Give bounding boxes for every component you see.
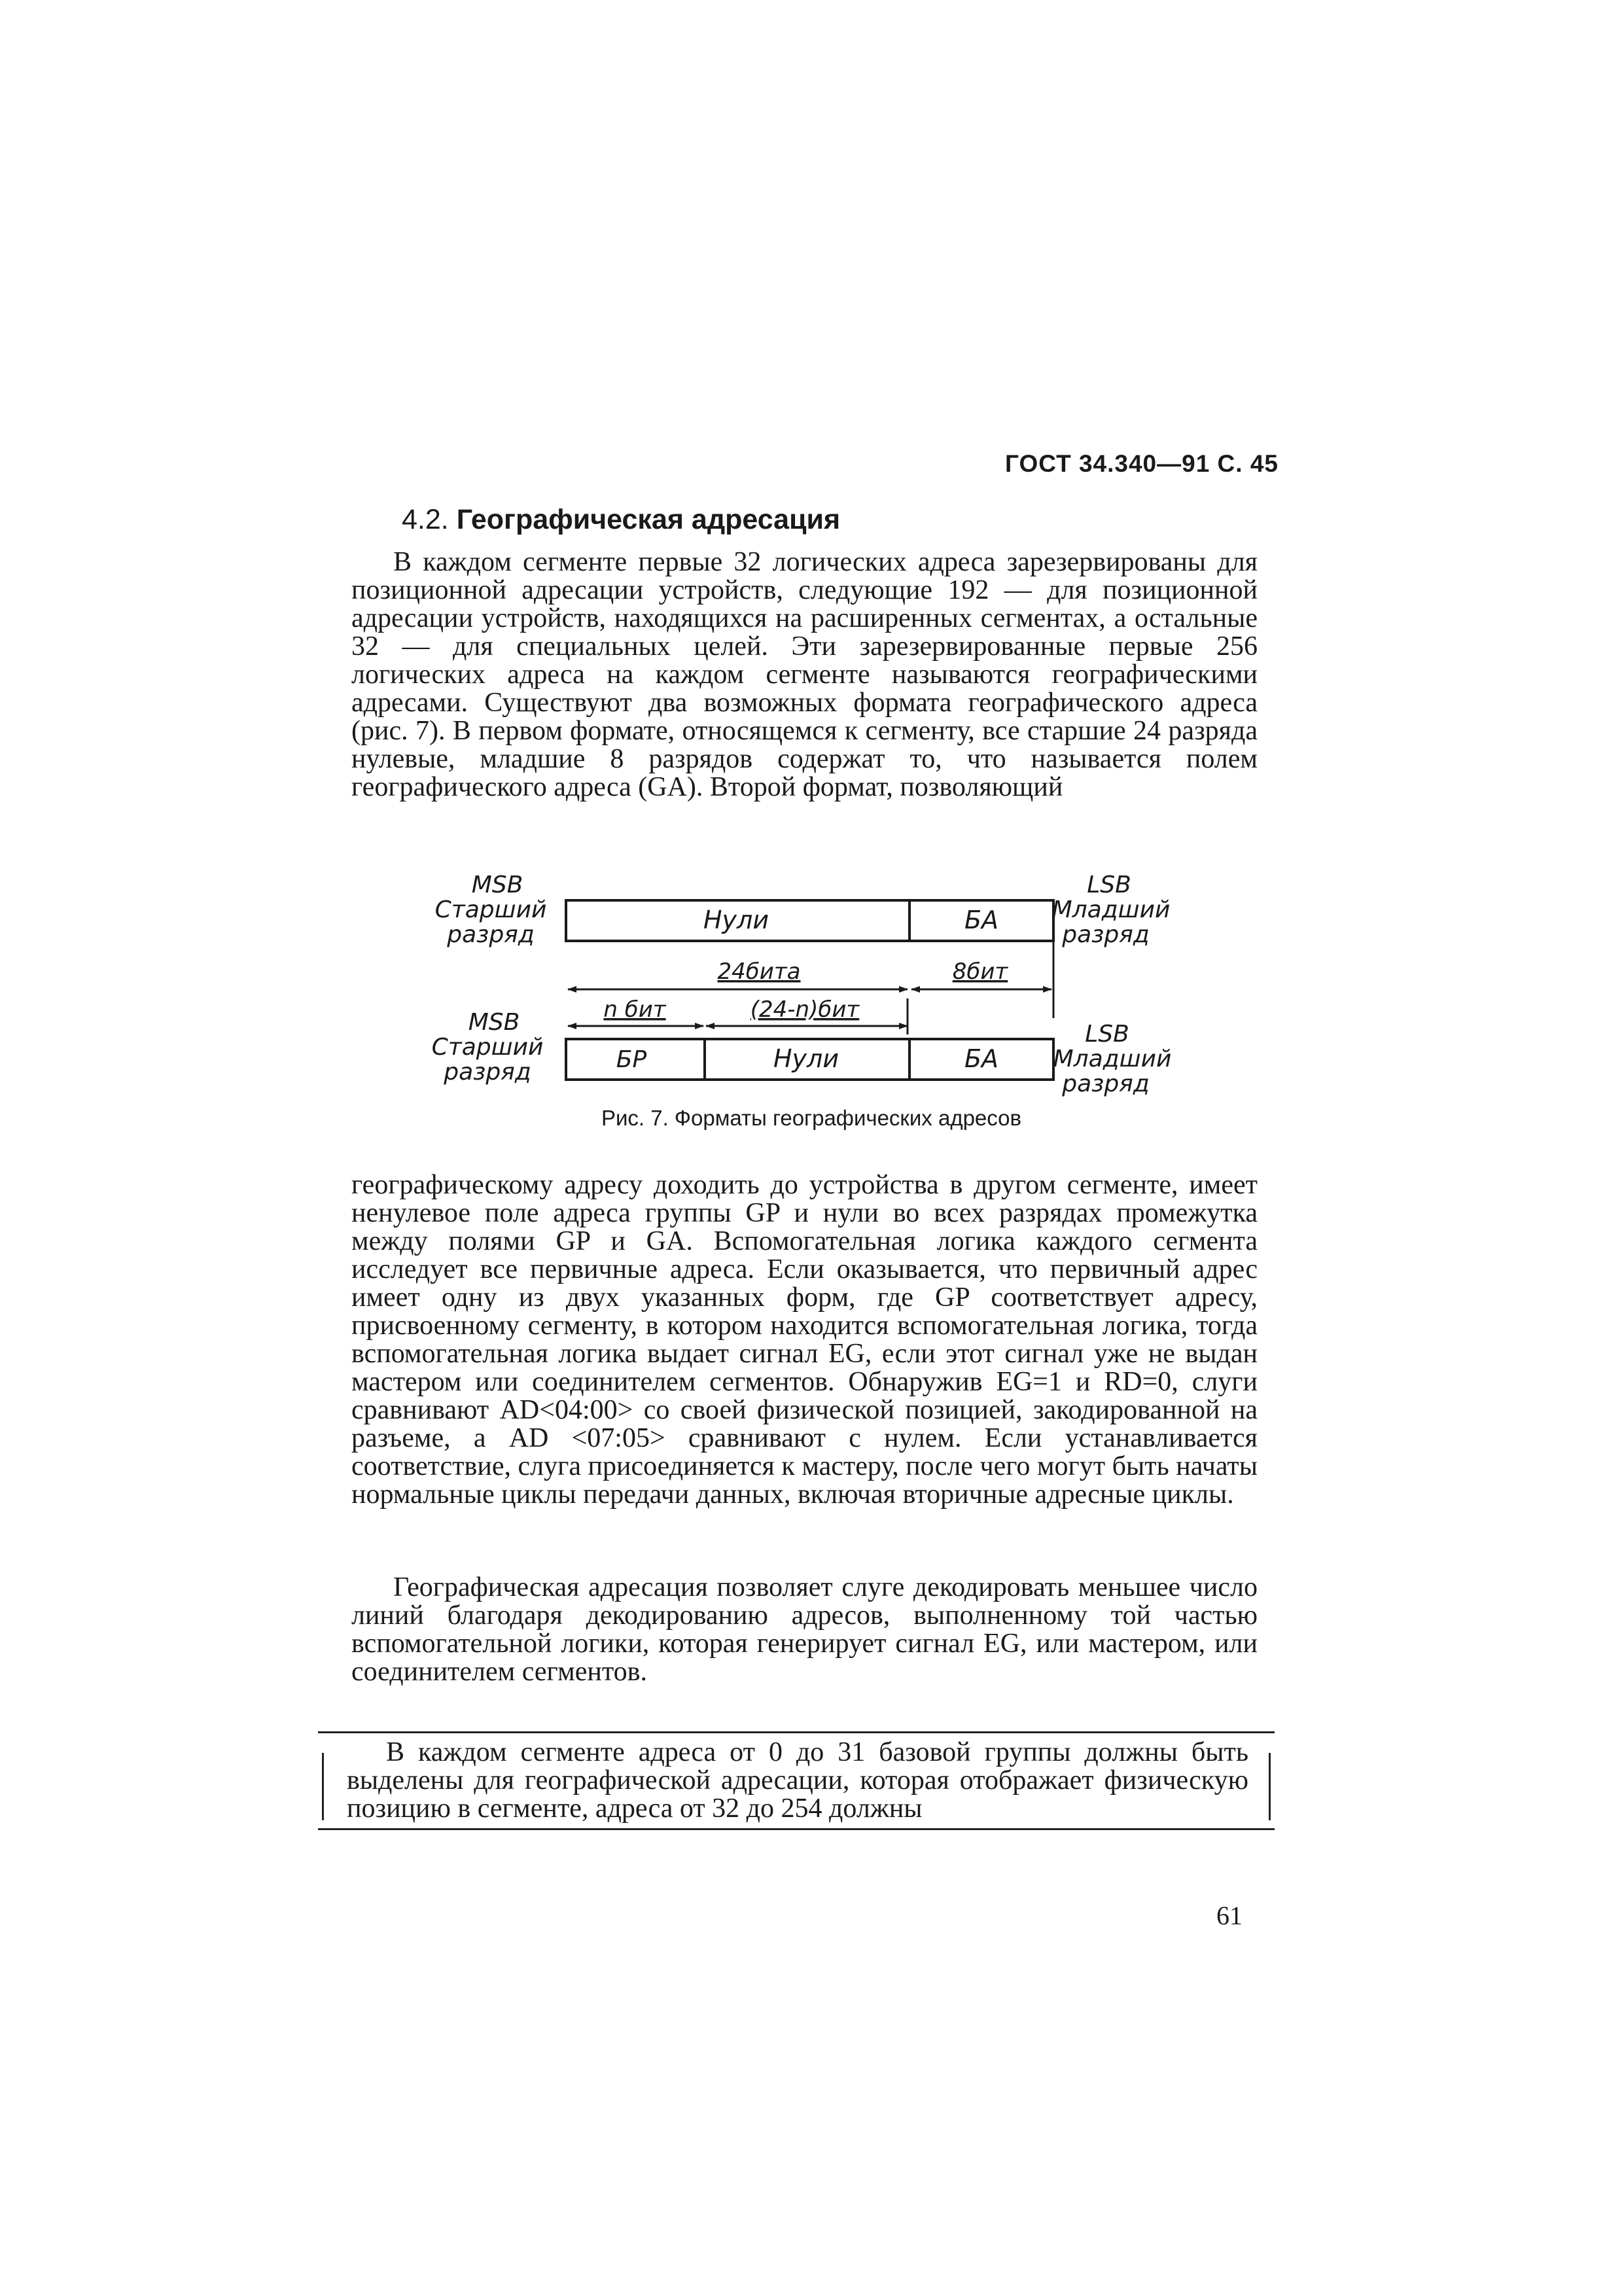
top-left-line1: Старший [434,896,547,923]
format2-gp-field: БР [616,1046,647,1073]
bottom-right-line1: Младший [1053,1046,1172,1072]
running-head: ГОСТ 34.340—91 С. 45 [1005,450,1279,477]
paragraph-2: географическому адресу доходить до устройства в другом сегменте, имеет ненулевое поле адреса группы GP и нули во всех разрядах промежутка между полями GP и GA. Вспомогательная логика каждого сегмента исследует все первичные адреса. Если оказывается, что первичный адрес имеет одну из двух указанных форм, где GP соответствует адресу, присвоенному сегменту, в котором находится вспомогательная логика, тогда вспомогательная логика выдает сигнал EG, если этот сигнал уже не выдан мастером или соединителем сегментов. Обнаружив EG=1 и RD=0, слуги сравнивают AD<04:00> со своей физической позицией, закодированной на разъеме, а AD <07:05> сравнивают с нулем. Если устанавливается соответствие, слуга присоединяется к мастеру, после чего могут быть начаты нормальные циклы передачи данных, включая вторичные адресные циклы. [351,1170,1258,1510]
format2-zeros-field: Нули [773,1044,839,1073]
format-1-row [566,900,1053,941]
bottom-left-line2: разряд [444,1059,531,1086]
bottom-left-line1: Старший [431,1034,544,1061]
paragraph-1: В каждом сегменте первые 32 логических адреса зарезервированы для позиционной адресации устройств, следующие 192 — для позиционной адресации устройств, находящихся на расширенных сегментах, а остальные 32 — для специальных целей. Эти зарезервированные первые 256 логических адреса на каждом сегменте называются географическими адресами. Существуют два возможных формата географического адреса (рис. 7). В первом формате, относящемся к сегменту, все старшие 24 разряда нулевые, младшие 8 разрядов содержат то, что называется полем географического адреса (GA). Второй формат, позволяющий [351,547,1258,802]
section-number: 4.2. [402,504,449,535]
page-number: 61 [1216,1901,1243,1930]
bottom-right-line2: разряд [1062,1070,1150,1097]
dim-n-bits: n бит [603,997,666,1023]
dim-24-bits: 24бита [717,959,801,985]
format2-ga-field: БА [964,1044,999,1073]
section-heading [402,504,840,536]
bottom-right-lsb: LSB [1085,1021,1129,1048]
format1-ga-field: БА [964,906,999,934]
paragraph-3: Географическая адресация позволяет слуге декодировать меньшее число линий благодаря декодированию адресов, выполненному той частью вспомогательной логики, которая генерирует сигнал EG, или мастером, или соединителем сегментов. [351,1572,1258,1687]
top-left-msb: MSB [471,872,523,898]
top-right-line2: разряд [1062,921,1150,948]
format1-zeros-field: Нули [703,906,769,934]
bottom-left-msb: MSB [468,1009,520,1036]
dim-rest-bits: (24-n)бит [750,997,860,1023]
normative-box [318,1731,1275,1830]
normative-text: В каждом сегменте адреса от 0 до 31 базовой группы должны быть выделены для географической адресации, которая отображает физическую позицию в сегменте, адреса от 32 до 254 должны [347,1737,1248,1824]
address-format-figure [406,861,1204,1103]
section-title: Географическая адресация [456,504,841,535]
format-2-row [566,1039,1053,1080]
top-right-lsb: LSB [1087,872,1131,898]
dimension-row-2 [568,997,908,1034]
figure-caption: Рис. 7. Форматы географических адресов [601,1106,1022,1130]
top-left-line2: разряд [447,921,535,948]
top-right-line1: Младший [1051,896,1171,923]
dim-8-bits: 8бит [952,959,1008,985]
